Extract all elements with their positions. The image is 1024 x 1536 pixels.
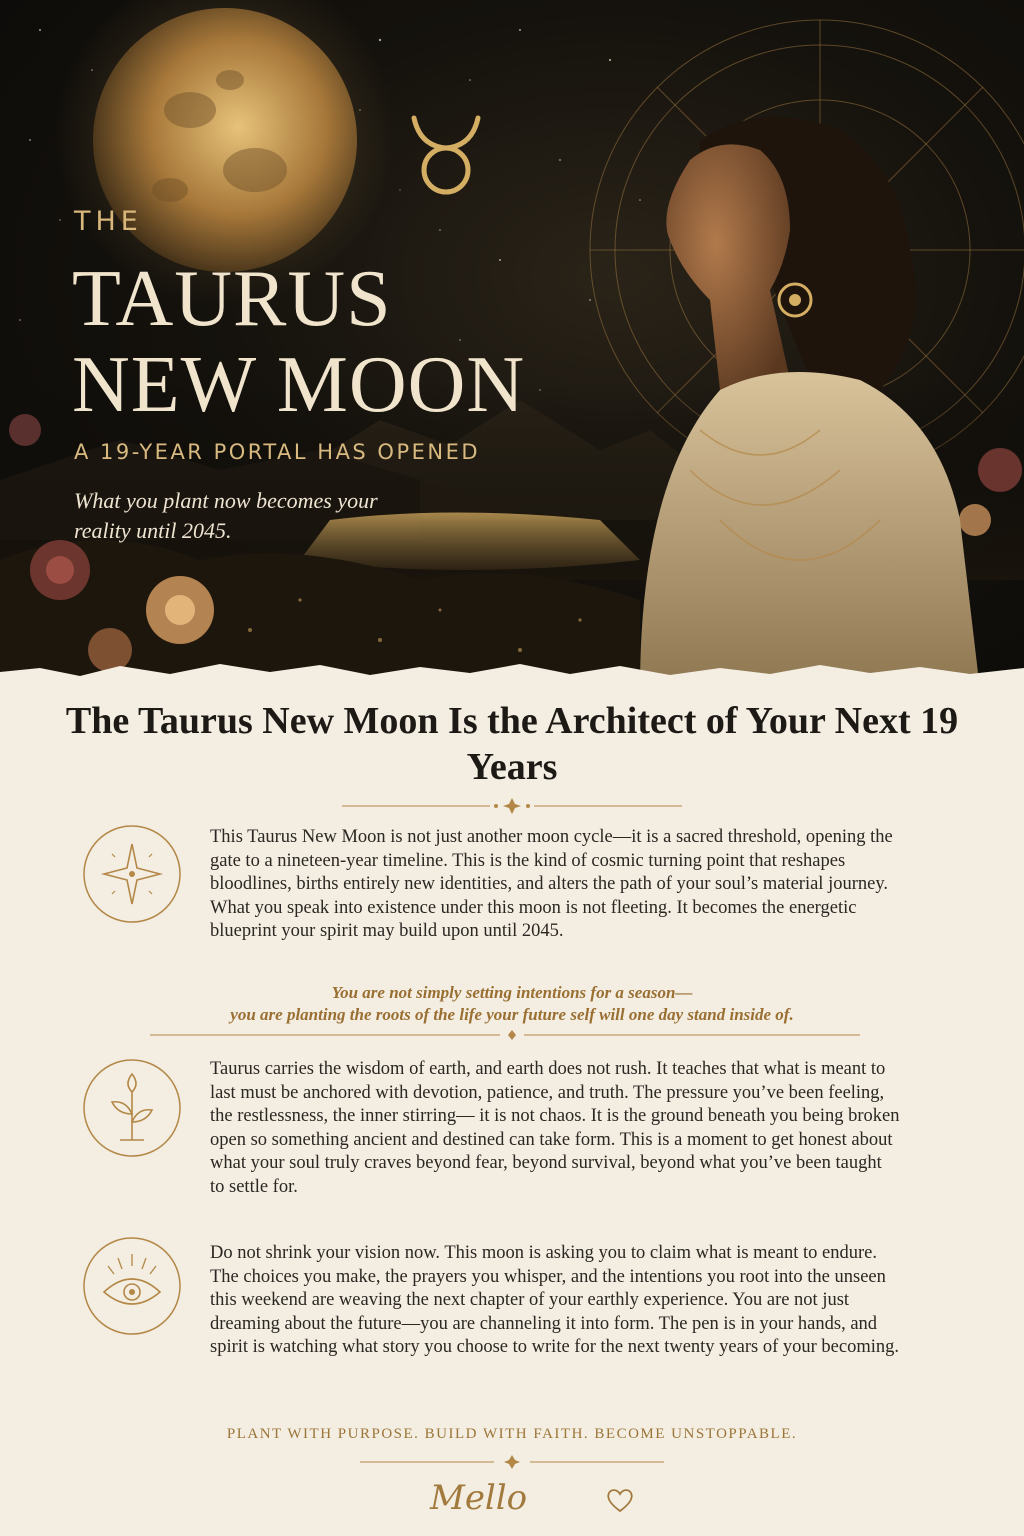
torn-paper-edge (0, 650, 1024, 700)
highlight-quote (80, 982, 944, 1026)
signature: Mello (430, 1478, 528, 1518)
taurus-glyph (414, 118, 478, 192)
closing-motto: PLANT WITH PURPOSE. BUILD WITH FAITH. BECOME UNSTOPPABLE. (226, 1426, 798, 1442)
hero-title (72, 256, 632, 428)
sprout-icon (80, 1056, 184, 1160)
heart-icon (605, 1486, 635, 1514)
paragraph-2: Taurus carries the wisdom of earth, and earth does not rush. It teaches that what is meant to last must be anchored with devotion, patience, and truth. The pressure you’ve been feeling, the restlessness, the inner stirring— it is not chaos. It is the ground beneath you being broken open so something ancient and destined can take form. This is a moment to get honest about what your soul truly craves beyond fear, beyond survival, beyond what you’ve been taught to settle for. (210, 1059, 900, 1197)
hero-title-line-1: TAURUS (72, 255, 392, 343)
hero-banner (0, 0, 1024, 690)
paragraph-1: This Taurus New Moon is not just another moon cycle—it is a sacred threshold, opening the gate to a nineteen-year timeline. This is the kind of cosmic turning point that reshapes bloodlines, births entirely new identities, and alters the path of your soul’s material journey. What you speak into existence under this moon is not fleeting. It becomes the energetic blueprint your spirit may build upon until 2045. (210, 827, 893, 941)
article-heading: The Taurus New Moon Is the Architect of Your Next 19 Years (65, 700, 959, 788)
eye-icon (80, 1234, 184, 1338)
footer-divider (0, 1452, 1024, 1472)
hero-the-label: THE (74, 206, 143, 237)
section-divider (0, 1028, 1024, 1042)
quote-line-1: You are not simply setting intentions for a season— (331, 983, 693, 1002)
hero-title-line-2: NEW MOON (72, 341, 526, 429)
quote-line-2: you are planting the roots of the life your future self will one day stand inside of. (230, 1005, 794, 1024)
star-icon (80, 822, 184, 926)
paragraph-3: Do not shrink your vision now. This moon is asking you to claim what is meant to endure. The choices you make, the prayers you whisper, and the intentions you root into the unseen this weekend are weaving the next chapter of your earthly experience. You are not just dreaming about the future—you are channeling it into form. The pen is in your hands, and spirit is watching what story you choose to write for the next twenty years of your becoming. (210, 1243, 899, 1357)
ornament-divider (0, 796, 1024, 816)
hero-subtitle: A 19-YEAR PORTAL HAS OPENED (74, 440, 481, 464)
hero-tagline: What you plant now becomes your reality until 2045. (74, 488, 378, 543)
